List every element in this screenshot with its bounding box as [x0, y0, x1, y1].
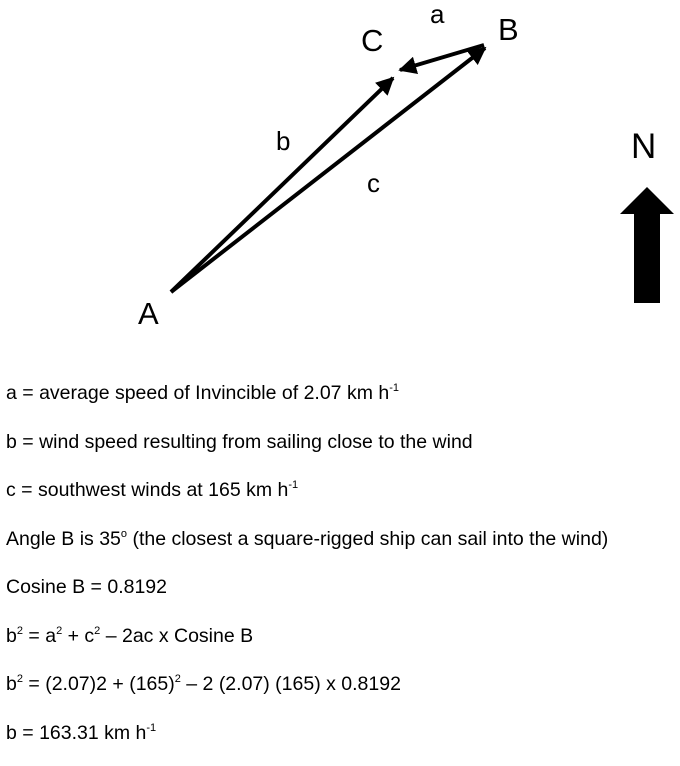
note-line-a: a = average speed of Invincible of 2.07 km $h^{-1}$ — [6, 378, 676, 427]
north-arrow-icon — [620, 187, 674, 303]
vertex-c-label: C — [361, 23, 383, 58]
note-line-b: b = wind speed resulting from sailing close to the wind — [6, 427, 676, 476]
vector-triangle-diagram — [0, 0, 680, 340]
note-line-c: c = southwest winds at 165 km $h^{-1}$ — [6, 475, 676, 524]
note-line-angle-b: Angle B is 35$^o$ (the closest a square-rigged ship can sail into the wind) — [6, 524, 676, 573]
side-c-label: c — [367, 168, 380, 198]
vertex-b-label: B — [498, 12, 519, 47]
note-line-substitution: $b^2 = (2.07)2 + (165)^2 - 2$ (2.07) (165) x 0.8192 — [6, 669, 676, 718]
vector-c-arrow — [171, 48, 485, 292]
note-line-cosine-b: Cosine B = 0.8192 — [6, 572, 676, 621]
side-a-label: a — [430, 0, 445, 29]
vertex-a-label: A — [138, 296, 159, 331]
note-line-result: b = 163.31 km $h^{-1}$ — [6, 718, 676, 766]
note-line-cosine-rule: $b^2 = a^2 + c^2 - 2ac$ x Cosine B — [6, 621, 676, 670]
side-b-label: b — [276, 126, 290, 156]
north-label: N — [631, 127, 656, 166]
vector-b-arrow — [171, 78, 393, 292]
notes-block — [6, 378, 676, 766]
